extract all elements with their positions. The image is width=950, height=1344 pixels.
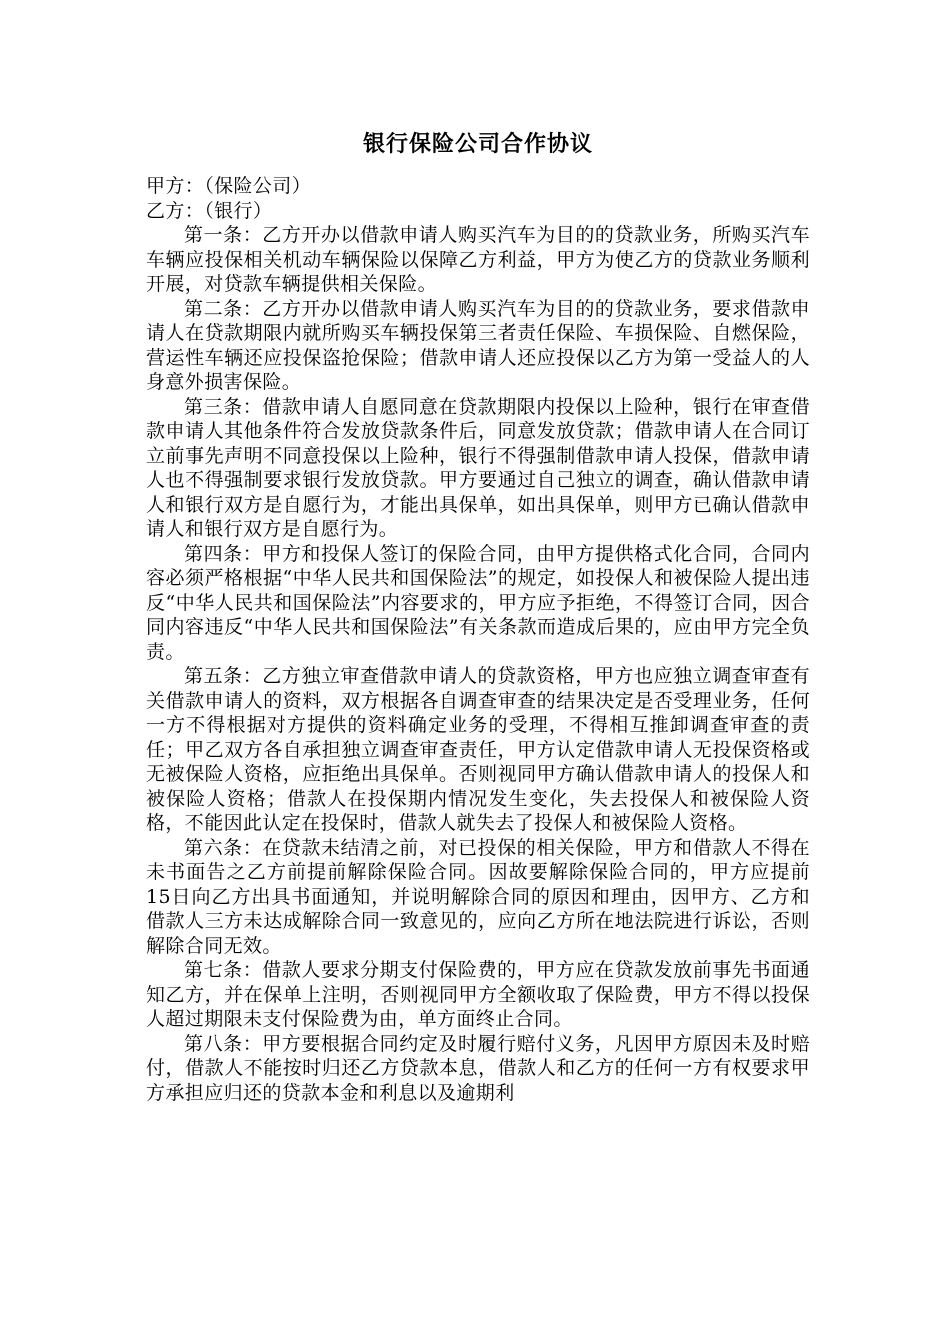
document-body (146, 130, 810, 1105)
article-1: 第一条：乙方开办以借款申请人购买汽车为目的的贷款业务，所购买汽车车辆应投保相关机动车辆保险以保障乙方利益，甲方为使乙方的贷款业务顺利开展，对贷款车辆提供相关保险。 (146, 224, 810, 295)
document-title: 银行保险公司合作协议 (362, 132, 593, 157)
article-8: 第八条：甲方要根据合同约定及时履行赔付义务，凡因甲方原因未及时赔付，借款人不能按时归还乙方贷款本息，借款人和乙方的任何一方有权要求甲方承担应归还的贷款本金和利息以及逾期利 (146, 1032, 810, 1104)
article-2: 第二条：乙方开办以借款申请人购买汽车为目的的贷款业务，要求借款申请人在贷款期限内就所购买车辆投保第三者责任保险、车损保险、自燃保险，营运性车辆还应投保盗抢保险；借款申请人还应投保以乙方为第一受益人的人身意外损害保险。 (146, 297, 810, 393)
party-a-line: 甲方：（保险公司） (146, 175, 312, 197)
article-7: 第七条：借款人要求分期支付保险费的，甲方应在贷款发放前事先书面通知乙方，并在保单上注明，否则视同甲方全额收取了保险费，甲方不得以投保人超过期限未支付保险费为由，单方面终止合同。 (146, 959, 810, 1030)
article-3: 第三条：借款申请人自愿同意在贷款期限内投保以上险种，银行在审查借款申请人其他条件符合发放贷款条件后，同意发放贷款；借款申请人在合同订立前事先声明不同意投保以上险种，银行不得强制借款申请人投保，借款申请人也不得强制要求银行发放贷款。甲方要通过自己独立的调查，确认借款申请人和银行双方是自愿行为，才能出具保单，如出具保单，则甲方已确认借款申请人和银行双方是自愿行为。 (146, 395, 810, 540)
article-5: 第五条：乙方独立审查借款申请人的贷款资格，甲方也应独立调查审查有关借款申请人的资料，双方根据各自调查审查的结果决定是否受理业务，任何一方不得根据对方提供的资料确定业务的受理，不得相互推卸调查审查的责任；甲乙双方各自承担独立调查审查责任，甲方认定借款申请人无投保资格或无被保险人资格，应拒绝出具保单。否则视同甲方确认借款申请人的投保人和被保险人资格；借款人在投保期内情况发生变化，失去投保人和被保险人资格，不能因此认定在投保时，借款人就失去了投保人和被保险人资格。 (146, 665, 810, 834)
article-6: 第六条：在贷款未结清之前，对已投保的相关保险，甲方和借款人不得在未书面告之乙方前提前解除保险合同。因故要解除保险合同的，甲方应提前15日向乙方出具书面通知，并说明解除合同的原因和理由，因甲方、乙方和借款人三方未达成解除合同一致意见的，应向乙方所在地法院进行诉讼，否则解除合同无效。 (146, 836, 810, 957)
article-4: 第四条：甲方和投保人签订的保险合同，由甲方提供格式化合同，合同内容必须严格根据“中华人民共和国保险法”的规定，如投保人和被保险人提出违反“中华人民共和国保险法”内容要求的，甲方应予拒绝，不得签订合同，因合同内容违反“中华人民共和国保险法”有关条款而造成后果的，应由甲方完全负责。 (146, 542, 810, 663)
party-b-line: 乙方：（银行） (146, 199, 273, 222)
